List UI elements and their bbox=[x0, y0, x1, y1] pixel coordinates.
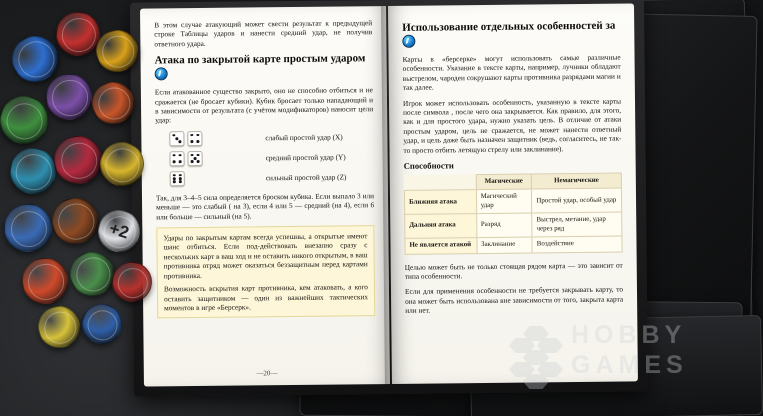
dice-cluster-medium bbox=[156, 150, 266, 166]
abilities-table bbox=[404, 173, 623, 255]
die-face-4 bbox=[187, 131, 202, 146]
dice-label-medium: средний простой удар (Y) bbox=[265, 152, 346, 163]
table-rowhead-melee: Ближняя атака bbox=[404, 190, 476, 215]
left-note-paragraph-1: Удары по закрытым картам всегда успешны, а открытые имеют шанс отбиться. Если под-действовать внезапно сразу с нескольких карт в ваш ход и не оставить никого открытым, в ваш противника отряд может оказаться беззащитным перед картами противника. bbox=[163, 231, 368, 281]
dice-table bbox=[155, 129, 374, 186]
table-cell-ranged-nonmagic: Выстрел, метание, удар через ряд bbox=[532, 212, 622, 237]
table-rowhead-ranged: Дальняя атака bbox=[405, 214, 477, 239]
die-face-3 bbox=[169, 131, 184, 146]
dice-cluster-strong bbox=[156, 170, 266, 186]
token-ring bbox=[52, 80, 89, 117]
dice-row-strong bbox=[156, 169, 374, 186]
berserk-rune-icon bbox=[402, 35, 415, 48]
left-note-paragraph-2: Возможность вскрытия карт противника, кем атаковать, а кого оставить защитником — один из важнейших тактических моментов в игре «Берсерк». bbox=[163, 282, 369, 313]
left-page-heading bbox=[154, 52, 372, 82]
hex-logo-icon bbox=[507, 326, 565, 392]
token-ring bbox=[27, 262, 66, 301]
right-page-heading bbox=[402, 20, 620, 50]
token-ring bbox=[10, 210, 49, 249]
token-ring bbox=[60, 16, 98, 54]
dice-row-weak bbox=[155, 129, 373, 146]
left-intro-paragraph: В этом случае атакующий может свести результат к предыдущей строке Таблицы ударов и нанести средний удар, не получив ответного удара. bbox=[154, 18, 373, 49]
dice-row-medium bbox=[156, 149, 374, 166]
right-paragraph-2: Игрок может использовать особенность, указанную в тексте карты после символа , после чего она закрывается. Как правило, для этого, как и для простого удара, нужно указать цель. В отличие от атаки простым ударом, цель не сражается, не может нанести ответный удар, и цель даже быть назначен защитник (ведь, согласитесь, не так-то просто отбить летящую стрелу или заклинание). bbox=[402, 96, 622, 155]
dice-label-weak: слабый простой удар (X) bbox=[265, 132, 343, 143]
table-cell-nonattack-nonmagic: Воздействие bbox=[532, 236, 622, 252]
dice-label-strong: сильный простой удар (Z) bbox=[265, 172, 347, 183]
watermark-line-2: GAMES bbox=[571, 351, 688, 379]
left-heading-text: Атака по закрытой карте простым ударом bbox=[154, 52, 366, 67]
table-cell-melee-magic: Магический удар bbox=[476, 189, 532, 213]
berserk-rune-icon bbox=[155, 68, 168, 81]
table-cell-melee-nonmagic: Простой удар, особый удар bbox=[532, 189, 622, 214]
die-face-6 bbox=[170, 171, 185, 186]
token-ring bbox=[115, 266, 150, 301]
die-face-5 bbox=[188, 151, 203, 166]
die-face-4 bbox=[170, 151, 185, 166]
right-paragraph-3: Целью может быть не только стоящая рядом карта — это зависит от типа особенности. bbox=[404, 260, 623, 281]
token-ring bbox=[58, 139, 101, 182]
left-paragraph-2: Так, для 3–4–5 сила определяется броском кубика. Если выпало 3 или меньше — это слабый ( на 3), если 4 или 5 — средний (на 4), если 6 или больше — сильный (на 5). bbox=[155, 191, 375, 222]
table-cell-ranged-magic: Разряд bbox=[476, 213, 532, 237]
hobby-games-watermark bbox=[507, 320, 747, 404]
table-row bbox=[405, 236, 622, 254]
token-ring bbox=[13, 151, 55, 193]
rulebook-left-page bbox=[140, 6, 390, 387]
table-row bbox=[404, 189, 621, 215]
table-col-nonmagic: Немагические bbox=[532, 173, 622, 189]
right-paragraph-4: Если для применения особенности не требуется закрывать карту, то она может быть использована вне зависимости от того, закрыта карта или нет. bbox=[404, 284, 624, 315]
table-cell-nonattack-magic: Заклинание bbox=[477, 237, 533, 253]
table-rowhead-nonattack: Не является атакой bbox=[405, 238, 477, 254]
page-number: —20— bbox=[256, 369, 278, 378]
left-note-box bbox=[156, 225, 375, 319]
left-paragraph-1: Если атакованное существо закрыто, оно не способно отбиться и не сражается (не бросает кубики). Кубик бросает только нападающий и в зависимости от результата (с учётом модификаторов) наносит цели удар: bbox=[154, 85, 374, 125]
table-row bbox=[405, 212, 622, 238]
abilities-table-caption: Способности bbox=[403, 160, 454, 171]
token-label: +2 bbox=[107, 218, 132, 243]
right-paragraph-1: Карты в «берсерке» могут использовать самые различные особенности. Указание в тексте карты, например, лучники обладают выстрелом, чародеи сокрушают карты противника разрядами магии и так далее. bbox=[402, 52, 621, 93]
table-corner-cell bbox=[404, 175, 476, 191]
watermark-line-1: HOBBY bbox=[571, 321, 687, 349]
dice-cluster-weak bbox=[155, 130, 265, 146]
token-ring bbox=[40, 308, 80, 348]
right-heading-text: Использование отдельных особенностей за bbox=[402, 19, 616, 34]
table-col-magic: Магические bbox=[476, 174, 532, 190]
